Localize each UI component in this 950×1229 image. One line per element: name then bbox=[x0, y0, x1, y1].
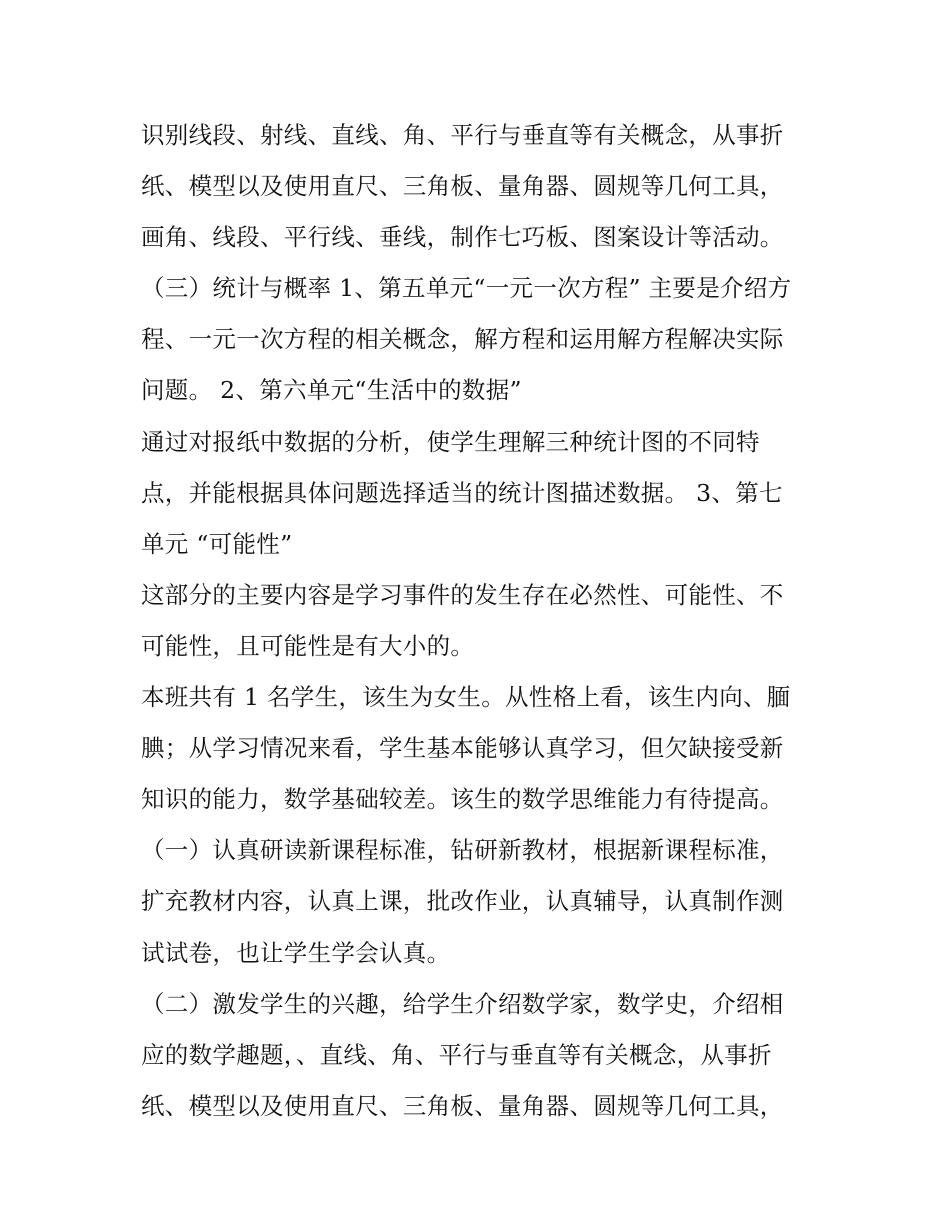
text-line: 本班共有 1 名学生，该生为女生。从性格上看，该生内向、腼 bbox=[141, 683, 791, 712]
text-line: （二）激发学生的兴趣，给学生介绍数学家，数学史，介绍相 bbox=[141, 989, 784, 1018]
text-line: 程、一元一次方程的相关概念，解方程和运用解方程解决实际 bbox=[141, 325, 784, 354]
text-line: 这部分的主要内容是学习事件的发生存在必然性、可能性、不 bbox=[141, 580, 784, 609]
text-line: 画角、线段、平行线、垂线，制作七巧板、图案设计等活动。 bbox=[141, 223, 784, 252]
text-line: （三）统计与概率 1、第五单元“一元一次方程” 主要是介绍方 bbox=[141, 274, 792, 303]
text-line: 纸、模型以及使用直尺、三角板、量角器、圆规等几何工具， bbox=[141, 1091, 784, 1120]
text-line: 单元 “可能性” bbox=[141, 529, 293, 558]
document-body bbox=[141, 110, 821, 1132]
text-line: 扩充教材内容，认真上课，批改作业，认真辅导，认真制作测 bbox=[141, 887, 784, 916]
text-line: 知识的能力，数学基础较差。该生的数学思维能力有待提高。 bbox=[141, 785, 784, 814]
text-line: 问题。 2、第六单元“生活中的数据” bbox=[141, 376, 522, 405]
text-line: 纸、模型以及使用直尺、三角板、量角器、圆规等几何工具， bbox=[141, 172, 784, 201]
text-line: 通过对报纸中数据的分析，使学生理解三种统计图的不同特 bbox=[141, 427, 760, 456]
text-line: 可能性，且可能性是有大小的。 bbox=[141, 631, 475, 660]
text-line: 应的数学趣题，、直线、角、平行与垂直等有关概念，从事折 bbox=[141, 1040, 772, 1069]
text-line: 识别线段、射线、直线、角、平行与垂直等有关概念，从事折 bbox=[141, 121, 784, 149]
text-line: 试试卷，也让学生学会认真。 bbox=[141, 938, 451, 967]
text-line: 腆；从学习情况来看，学生基本能够认真学习，但欠缺接受新 bbox=[141, 734, 784, 763]
text-line: （一）认真研读新课程标准，钻研新教材，根据新课程标准， bbox=[141, 836, 784, 865]
text-line: 点，并能根据具体问题选择适当的统计图描述数据。 3、第七 bbox=[141, 478, 783, 507]
